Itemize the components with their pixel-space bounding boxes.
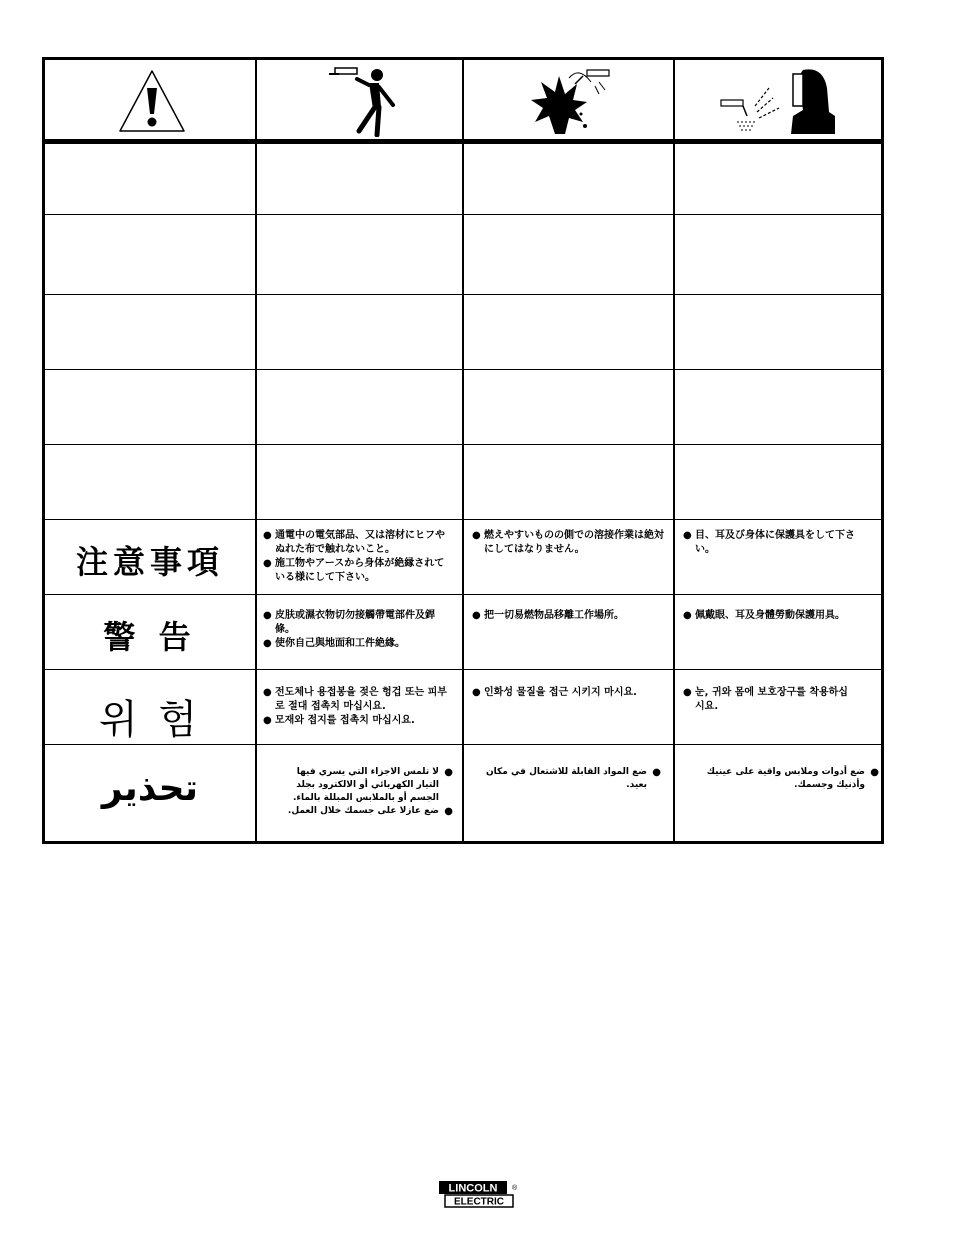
warning-text: 目、耳及び身体に保護具をして下さい。	[695, 530, 855, 555]
row-label-arabic: تحذير	[101, 768, 199, 809]
cell-zh-electric	[263, 609, 453, 651]
row-divider	[45, 294, 881, 295]
warning-text: 전도체나 용접봉을 젖은 헝겁 또는 피부로 절대 접촉치 마십시요.	[275, 687, 447, 712]
warning-text: 燃えやすいものの側での溶接作業は絶対にしてはなりません。	[484, 530, 664, 555]
cell-ko-electric	[263, 686, 455, 728]
row-divider	[45, 444, 881, 445]
list-item: ● ضع المواد القابلة للاشتعال في مكان بعيد.	[467, 766, 661, 792]
electric-shock-icon	[321, 65, 401, 137]
warning-text: ضع عازلا على جسمك خلال العمل.	[287, 806, 439, 816]
warning-text: لا تلمس الاجزاء التي يسري فيها التيار الكهربائي أو الالكترود بجلد الجسم أو بالملابس المبللة بالماء.	[292, 767, 439, 803]
cell-ko-protection	[683, 686, 853, 714]
cell-ar-electric	[275, 766, 453, 818]
list-item: ● 施工物やアースから身体が絶縁されている様にして下さい。	[263, 557, 453, 585]
warning-text: ضع أدوات وملابس واقية على عينيك وأذنيك وجسمك.	[706, 767, 865, 790]
safety-warning-table	[42, 57, 884, 844]
warning-text: 把一切易燃物品移離工作場所。	[484, 610, 624, 621]
warning-text: 皮肤或濕衣物切勿接觸帶電部件及銲條。	[275, 610, 435, 635]
cell-ja-electric	[263, 529, 453, 585]
cell-ar-protection	[679, 766, 879, 792]
warning-text: 使你自己與地面和工件絶緣。	[275, 638, 405, 649]
list-item: ● 把一切易燃物品移離工作場所。	[472, 609, 666, 623]
list-item: ● 佩戴眼、耳及身體勞動保護用具。	[683, 609, 873, 623]
column-divider	[255, 60, 257, 841]
column-divider	[462, 60, 464, 841]
list-item: ● 使你自己與地面和工件絶緣。	[263, 637, 453, 651]
cell-zh-fire	[472, 609, 666, 623]
list-item: ● 目、耳及び身体に保護具をして下さい。	[683, 529, 873, 557]
warning-triangle-icon	[117, 68, 187, 134]
row-label-korean: 위 험	[99, 697, 201, 743]
list-item: ● ضع أدوات وملابس واقية على عينيك وأذنيك وجسمك.	[679, 766, 879, 792]
list-item: ● 눈, 귀와 몸에 보호장구를 착용하십시요.	[683, 686, 853, 714]
list-item: ● ضع عازلا على جسمك خلال العمل.	[275, 805, 453, 818]
warning-text: ضع المواد القابلة للاشتعال في مكان بعيد.	[485, 767, 647, 790]
logo-bottom-text: ELECTRIC	[454, 1196, 504, 1208]
row-divider	[45, 214, 881, 215]
list-item: ● 皮肤或濕衣物切勿接觸帶電部件及銲條。	[263, 609, 453, 637]
registered-mark: ®	[512, 1185, 518, 1192]
cell-zh-protection	[683, 609, 873, 623]
header-divider	[45, 139, 881, 144]
warning-text: 施工物やアースから身体が絶縁されている様にして下さい。	[275, 558, 445, 583]
row-divider	[45, 594, 881, 595]
warning-text: 모재와 접지를 접촉치 마십시요.	[275, 715, 415, 726]
list-item: ● لا تلمس الاجزاء التي يسري فيها التيار الكهربائي أو الالكترود بجلد الجسم أو بالملابس المبللة بالماء.	[275, 766, 453, 805]
row-divider	[45, 369, 881, 370]
warning-text: 인화성 물질을 접근 시키지 마시요.	[484, 687, 637, 698]
warning-text: 通電中の電気部品、又は溶材にヒフやぬれた布で触れないこと。	[275, 530, 445, 555]
row-label-chinese: 警 告	[103, 618, 197, 656]
row-label-japanese: 注意事項	[75, 543, 224, 581]
row-divider	[45, 519, 881, 520]
list-item: ● 인화성 물질을 접근 시키지 마시요.	[472, 686, 666, 700]
logo-top-text: LINCOLN	[448, 1182, 498, 1195]
list-item: ● 燃えやすいものの側での溶接作業は絶対にしてはなりません。	[472, 530, 664, 555]
list-item: ● 通電中の電気部品、又は溶材にヒフやぬれた布で触れないこと。	[263, 529, 453, 557]
list-item: ● 모재와 접지를 접촉치 마십시요.	[263, 714, 455, 728]
row-divider	[45, 669, 881, 670]
cell-ja-fire	[472, 529, 666, 557]
cell-ja-protection	[683, 529, 873, 557]
cell-ko-fire	[472, 686, 666, 700]
cell-ar-fire	[467, 766, 661, 792]
welding-fumes-face-shield-icon	[717, 64, 837, 138]
column-divider	[673, 60, 675, 841]
warning-text: 佩戴眼、耳及身體勞動保護用具。	[695, 610, 845, 621]
list-item: ● 전도체나 용접봉을 젖은 헝겁 또는 피부로 절대 접촉치 마십시요.	[263, 686, 455, 714]
lincoln-electric-logo	[437, 1180, 519, 1210]
warning-text: 눈, 귀와 몸에 보호장구를 착용하십시요.	[695, 687, 848, 712]
fire-explosion-icon	[525, 64, 615, 138]
